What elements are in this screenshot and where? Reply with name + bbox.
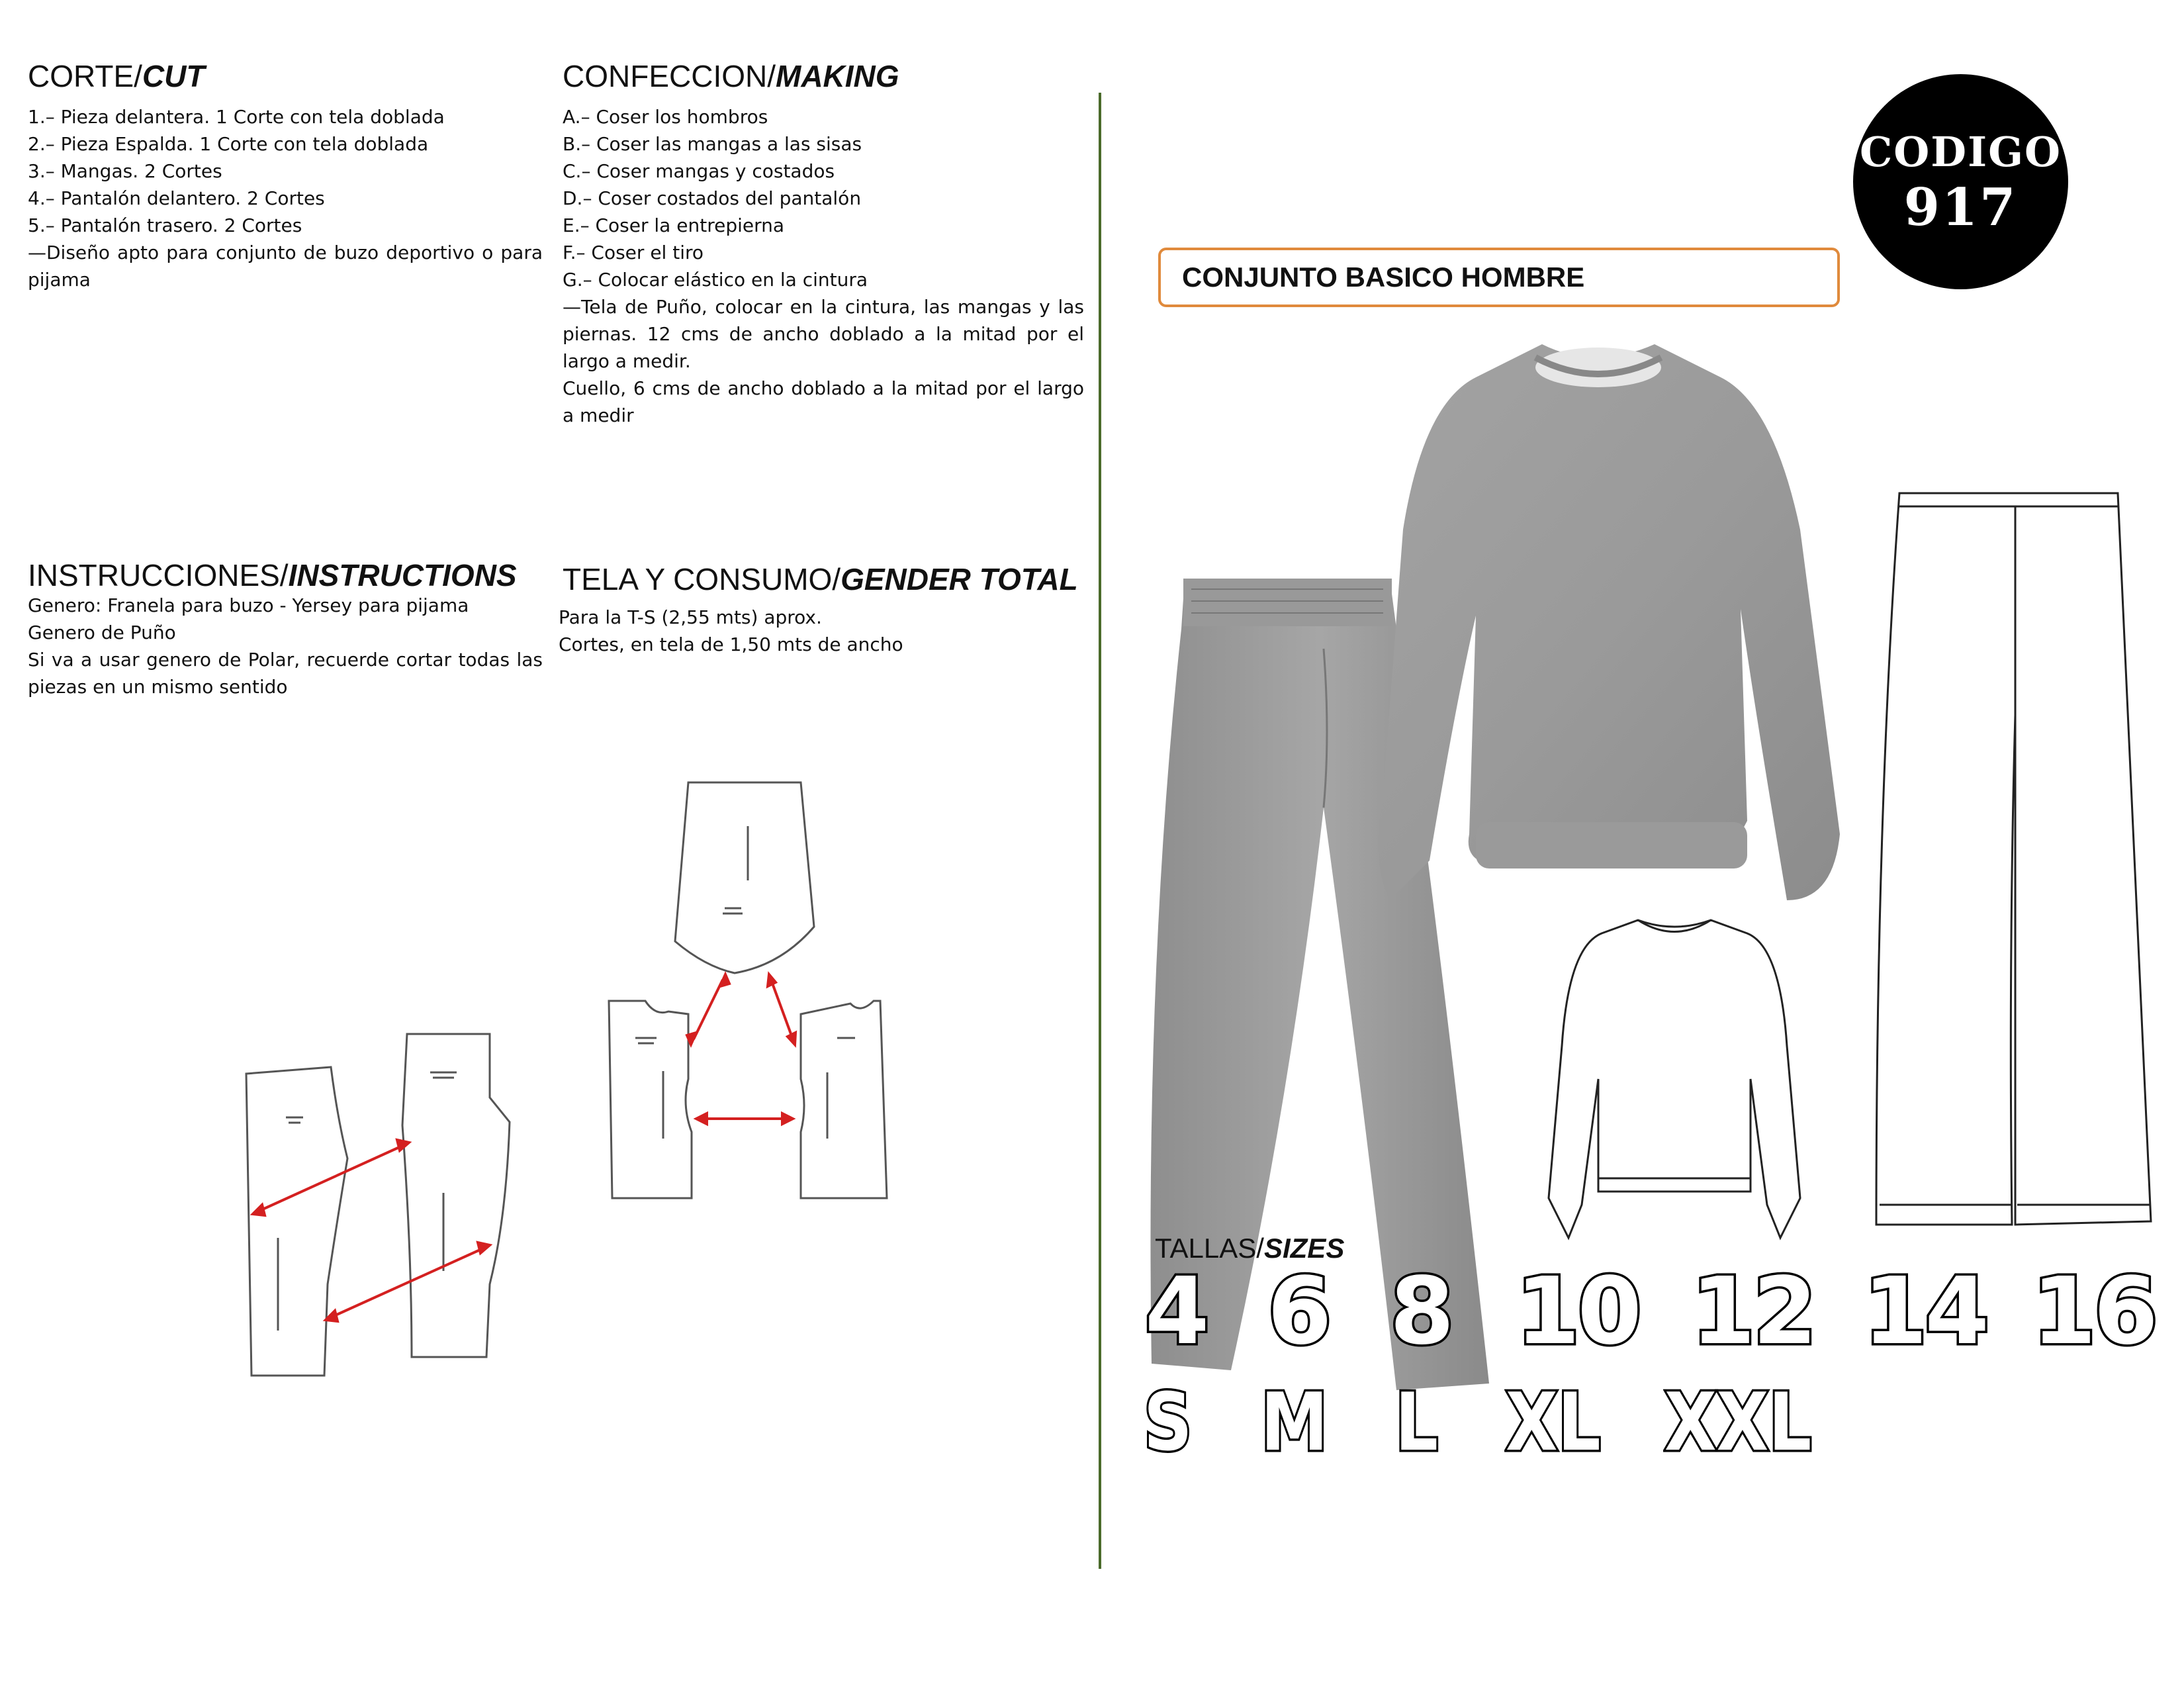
shirt-pattern-diagram	[582, 761, 927, 1225]
making-item: B.– Coser las mangas a las sisas	[563, 133, 862, 155]
pants-waistband	[1183, 579, 1392, 626]
instructions-item: Genero de Puño	[28, 622, 176, 643]
cut-item: 5.– Pantalón trasero. 2 Cortes	[28, 214, 302, 236]
cut-item: —Diseño apto para conjunto de buzo deportivo o para pijama	[28, 242, 543, 291]
arrow-head	[696, 1113, 707, 1124]
cut-heading	[28, 58, 205, 94]
size-number: 4	[1145, 1258, 1207, 1366]
back-piece-outline	[675, 782, 814, 973]
size-letter: XL	[1506, 1377, 1601, 1469]
making-heading-en: MAKING	[776, 59, 899, 93]
sweatshirt-hem-rib	[1476, 822, 1747, 868]
cut-list	[28, 103, 543, 293]
size-letter: M	[1261, 1377, 1328, 1469]
making-item: A.– Coser los hombros	[563, 106, 768, 128]
making-item: Cuello, 6 cms de ancho doblado a la mitad por el largo a medir	[563, 377, 1084, 426]
back-pants-piece-outline	[402, 1034, 510, 1357]
cut-heading-es: CORTE/	[28, 59, 142, 93]
pants-pattern-diagram	[238, 1019, 529, 1390]
arrow-head	[720, 974, 729, 986]
instructions-heading-es: INSTRUCCIONES/	[28, 558, 289, 592]
sizes-label-es: TALLAS/	[1155, 1233, 1264, 1264]
arrow-front-to-back-lower	[331, 1248, 484, 1317]
size-number: 12	[1691, 1258, 1815, 1366]
sweatshirt-flat-sketch	[1522, 914, 1827, 1244]
arrow-head	[253, 1205, 265, 1215]
making-list	[563, 103, 1084, 429]
fabric-list	[559, 604, 1080, 658]
sweatshirt-body	[1378, 344, 1840, 900]
arrow-head	[397, 1140, 409, 1150]
fabric-item: Cortes, en tela de 1,50 mts de ancho	[559, 633, 903, 655]
page-divider	[1099, 93, 1101, 1569]
code-label: CODIGO	[1859, 127, 2062, 176]
size-letter: XXL	[1664, 1377, 1812, 1469]
sketch-pants-outline	[1876, 493, 2151, 1225]
making-heading	[563, 58, 899, 94]
size-letter: L	[1395, 1377, 1438, 1469]
arrow-head	[478, 1243, 490, 1253]
cut-item: 4.– Pantalón delantero. 2 Cortes	[28, 187, 325, 209]
instructions-heading-en: INSTRUCTIONS	[288, 558, 517, 592]
fabric-item: Para la T-S (2,55 mts) aprox.	[559, 606, 822, 628]
making-item: G.– Colocar elástico en la cintura	[563, 269, 868, 291]
instructions-heading	[28, 557, 517, 593]
cut-item: 2.– Pieza Espalda. 1 Corte con tela doblada	[28, 133, 429, 155]
making-item: E.– Coser la entrepierna	[563, 214, 785, 236]
size-number: 16	[2032, 1258, 2156, 1366]
size-number: 8	[1390, 1258, 1452, 1366]
gray-sweatshirt-illustration	[1377, 331, 1853, 914]
right-front-piece-outline	[801, 1001, 887, 1198]
left-front-piece-outline	[609, 1001, 692, 1198]
arrow-front-to-back-upper	[258, 1145, 404, 1211]
size-number: 10	[1516, 1258, 1639, 1366]
pants-flat-sketch	[1866, 487, 2171, 1235]
code-number: 917	[1903, 177, 2018, 238]
fabric-heading-es: TELA Y CONSUMO/	[563, 562, 841, 596]
making-heading-es: CONFECCION/	[563, 59, 776, 93]
arrow-back-to-left	[694, 980, 723, 1039]
fabric-heading-en: GENDER TOTAL	[841, 562, 1078, 596]
instructions-list	[28, 592, 543, 700]
instructions-item: Genero: Franela para buzo - Yersey para pijama	[28, 594, 469, 616]
instructions-item: Si va a usar genero de Polar, recuerde cortar todas las piezas en un mismo sentido	[28, 649, 543, 698]
sketch-sweatshirt-outline	[1549, 920, 1800, 1238]
making-item: —Tela de Puño, colocar en la cintura, las mangas y las piernas. 12 cms de ancho doblado a la mitad por el largo a medir.	[563, 296, 1084, 372]
cut-heading-en: CUT	[142, 59, 205, 93]
code-badge	[1853, 74, 2068, 289]
arrow-head	[768, 974, 776, 986]
making-item: C.– Coser mangas y costados	[563, 160, 835, 182]
making-item: F.– Coser el tiro	[563, 242, 704, 263]
product-title: CONJUNTO BASICO HOMBRE	[1182, 261, 1585, 293]
size-number: 14	[1863, 1258, 1987, 1366]
sizes-label-en: SIZES	[1263, 1233, 1345, 1264]
size-letter: S	[1144, 1377, 1193, 1469]
size-number: 6	[1267, 1258, 1330, 1366]
cut-item: 3.– Mangas. 2 Cortes	[28, 160, 222, 182]
making-item: D.– Coser costados del pantalón	[563, 187, 862, 209]
product-title-box	[1158, 248, 1840, 307]
fabric-heading	[563, 561, 1078, 597]
cut-item: 1.– Pieza delantera. 1 Corte con tela doblada	[28, 106, 445, 128]
arrow-head	[782, 1113, 793, 1124]
arrow-back-to-right	[771, 980, 793, 1039]
arrow-head	[788, 1033, 796, 1045]
front-pants-piece-outline	[246, 1067, 347, 1376]
